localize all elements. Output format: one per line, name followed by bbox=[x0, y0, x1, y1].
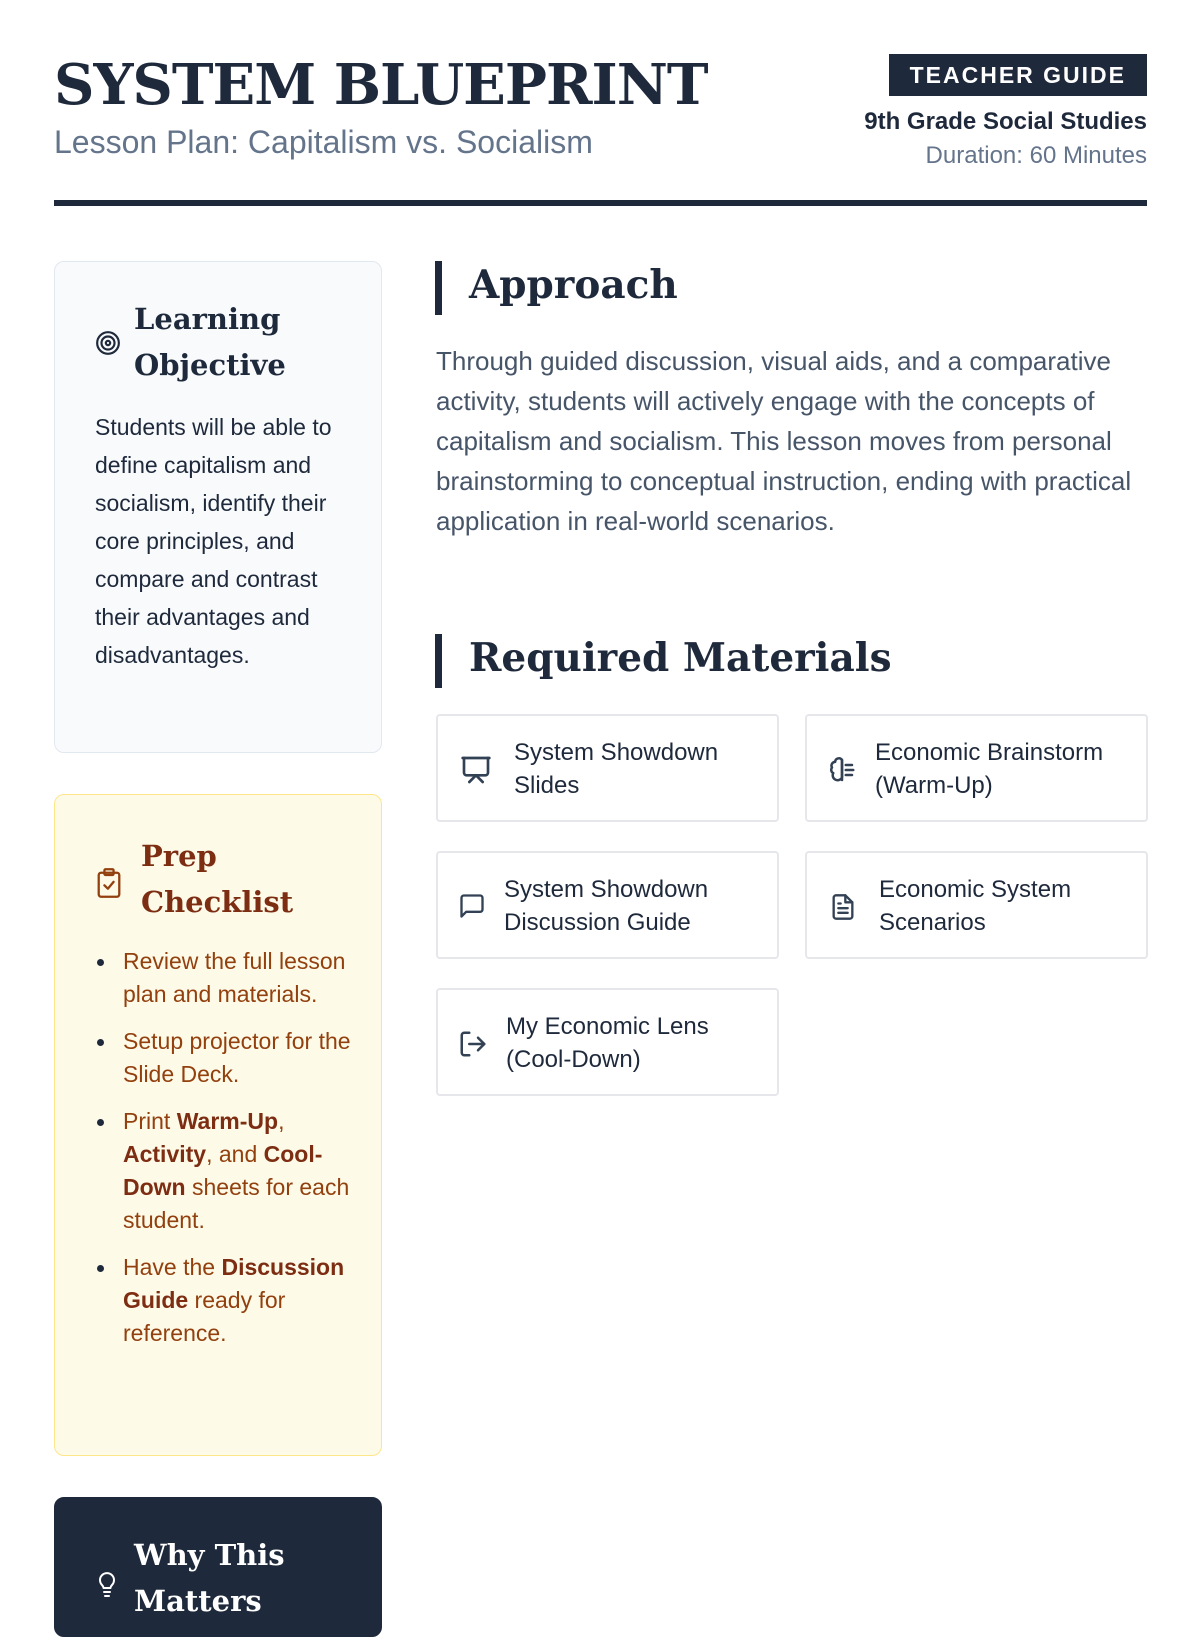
material-label: Economic System Scenarios bbox=[879, 876, 1072, 936]
presentation-icon bbox=[460, 754, 492, 791]
material-label: My Economic Lens (Cool-Down) bbox=[506, 1013, 709, 1073]
prep-checklist-card bbox=[54, 794, 382, 1456]
checklist-item: Setup projector for the Slide Deck. bbox=[95, 1025, 355, 1091]
message-square-icon bbox=[458, 891, 486, 926]
lesson-duration: Duration: 60 Minutes bbox=[925, 142, 1147, 169]
approach-title: Approach bbox=[469, 262, 678, 308]
material-card[interactable] bbox=[436, 851, 779, 959]
lightbulb-icon bbox=[95, 1568, 119, 1603]
clipboard-check-icon bbox=[95, 867, 123, 904]
page-title: SYSTEM BLUEPRINT bbox=[54, 52, 708, 118]
learning-objective-text: Students will be able to define capitalism and socialism, identify their core principles, and compare and contrast their advantages and disadvantages. bbox=[95, 414, 332, 668]
materials-title: Required Materials bbox=[469, 635, 892, 681]
why-this-matters-title: Why This Matters bbox=[134, 1538, 285, 1618]
material-card[interactable] bbox=[805, 714, 1148, 822]
checklist-item: Print Warm-Up, Activity, and Cool-Down sheets for each student. bbox=[95, 1105, 355, 1237]
material-card[interactable] bbox=[436, 714, 779, 822]
why-this-matters-card bbox=[54, 1497, 382, 1637]
exit-icon bbox=[458, 1028, 488, 1065]
material-label: Economic Brainstorm (Warm-Up) bbox=[875, 739, 1104, 799]
checklist-item: Review the full lesson plan and materials. bbox=[95, 945, 355, 1011]
target-icon bbox=[95, 330, 121, 361]
learning-objective-title: Learning Objective bbox=[134, 302, 286, 382]
checklist-item: Have the Discussion Guide ready for reference. bbox=[95, 1251, 355, 1350]
page-header bbox=[54, 0, 1147, 208]
brain-icon bbox=[827, 754, 857, 791]
material-label: System Showdown Slides bbox=[514, 739, 719, 799]
material-card[interactable] bbox=[436, 988, 779, 1096]
learning-objective-card bbox=[54, 261, 382, 753]
material-label: System Showdown Discussion Guide bbox=[504, 876, 709, 936]
teacher-guide-badge: TEACHER GUIDE bbox=[889, 54, 1147, 96]
prep-checklist-title: Prep Checklist bbox=[141, 839, 294, 919]
approach-text: Through guided discussion, visual aids, and a comparative activity, students will actively engage with the concepts of capitalism and socialism. This lesson moves from personal brainstorming to conceptual instruction, ending with practical application in real-world scenarios. bbox=[436, 346, 1132, 536]
header-divider bbox=[54, 200, 1147, 206]
approach-accent-bar bbox=[435, 261, 442, 315]
grade-level: 9th Grade Social Studies bbox=[864, 108, 1147, 135]
prep-checklist bbox=[95, 945, 355, 1364]
materials-accent-bar bbox=[435, 634, 442, 688]
file-text-icon bbox=[829, 891, 857, 928]
material-card[interactable] bbox=[805, 851, 1148, 959]
page-subtitle: Lesson Plan: Capitalism vs. Socialism bbox=[54, 124, 593, 160]
